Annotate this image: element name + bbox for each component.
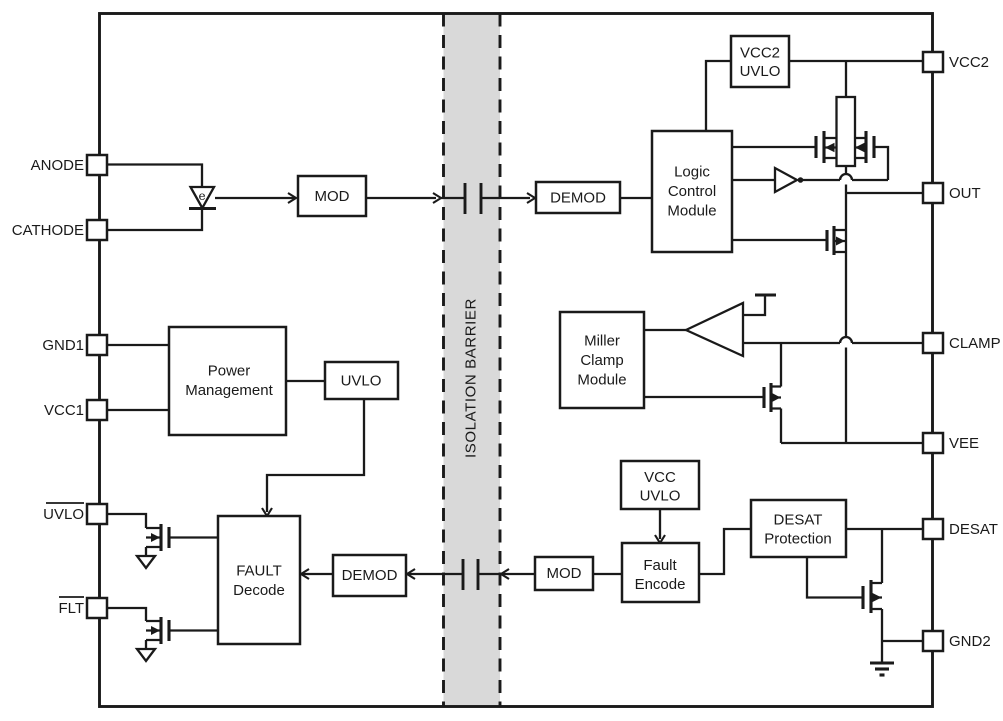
flt-pin-square xyxy=(87,598,107,618)
block-demod-top xyxy=(536,182,620,213)
fault-encode-to-desat-wire xyxy=(699,529,751,574)
demod-bottom-label: DEMOD xyxy=(341,567,398,584)
nmos-desat-discharge xyxy=(807,557,882,641)
desat-nmos-gate-wire xyxy=(807,557,863,598)
uvlo-pin-square xyxy=(87,504,107,524)
flt-pin-wire xyxy=(107,608,146,621)
miller-clamp-line2: Clamp xyxy=(580,352,624,369)
block-mod-top xyxy=(298,176,366,216)
block-mod-bottom xyxy=(535,557,593,590)
nmos-pulldown-body-arrow-icon xyxy=(836,237,845,246)
anode-wire xyxy=(107,165,202,188)
vcc2-pin-square xyxy=(923,52,943,72)
out-pin-square xyxy=(923,183,943,203)
gnd1-pin-square xyxy=(87,335,107,355)
nmos-uvlo-status xyxy=(107,514,218,568)
gate-drive-buffer xyxy=(732,168,803,192)
miller-clamp-line1: Miller xyxy=(584,332,620,350)
clamp-pin-label: CLAMP xyxy=(949,335,1001,352)
pin-out xyxy=(923,183,981,203)
miller-clamp-line3: Module xyxy=(577,371,627,389)
block-vcc2-uvlo xyxy=(731,36,789,87)
vcc1-pin-square xyxy=(87,400,107,420)
pin-desat xyxy=(923,519,998,539)
hop-erase-2 xyxy=(842,338,851,348)
pmos-right-gate-loop-wire xyxy=(874,147,888,180)
logic-control-line1: Logic xyxy=(674,163,710,181)
desat-stage xyxy=(751,500,923,675)
vee-pin-square xyxy=(923,433,943,453)
uvlo-pin-label: UVLO xyxy=(43,506,84,523)
block-fault-encode xyxy=(622,543,699,602)
pmos-left-body-arrow-icon xyxy=(825,143,835,152)
pin-vcc2 xyxy=(923,52,989,72)
nmos-pulldown xyxy=(732,226,846,255)
pin-clamp xyxy=(923,333,1001,353)
comparator-sense-stub-wire xyxy=(743,296,765,315)
gnd2-pin-label: GND2 xyxy=(949,633,991,650)
output-pullup-resistor xyxy=(837,97,856,166)
desat-nmos-body-arrow-icon xyxy=(873,593,882,602)
hop-erase-1 xyxy=(842,175,851,185)
isolation-barrier xyxy=(444,14,501,707)
clamp-pin-wire xyxy=(743,337,923,343)
pmos-pullup-left xyxy=(732,131,837,163)
power-management-stage xyxy=(107,327,398,516)
logic-to-vcc2uvlo-wire xyxy=(706,61,731,131)
vcc-uvlo-line2: UVLO xyxy=(639,487,681,505)
mod-top-label: MOD xyxy=(314,188,350,205)
power-management-line2: Management xyxy=(185,382,273,399)
power-management-box xyxy=(169,327,286,435)
pin-anode xyxy=(31,155,107,175)
block-uvlo xyxy=(325,362,398,399)
gnd1-pin-label: GND1 xyxy=(42,337,84,354)
block-demod-bottom xyxy=(333,555,406,596)
vcc2-uvlo-line1: VCC2 xyxy=(739,44,781,62)
pmos-pullup-right xyxy=(854,131,888,180)
buffer-triangle-icon xyxy=(775,168,797,192)
cathode-pin-square xyxy=(87,220,107,240)
vcc-uvlo-line1: VCC xyxy=(644,469,676,486)
pin-flt-bar xyxy=(58,597,107,618)
uvlo-label: UVLO xyxy=(340,372,382,390)
output-stage xyxy=(732,97,923,443)
anode-pin-square xyxy=(87,155,107,175)
flt-ground-triangle-icon xyxy=(137,649,155,661)
nmos-flt-status xyxy=(107,608,218,661)
pin-gnd2 xyxy=(923,631,991,651)
pin-vee xyxy=(923,433,979,453)
desat-protection-box xyxy=(751,500,846,557)
pin-uvlo-bar xyxy=(43,503,107,524)
cathode-pin-label: CATHODE xyxy=(11,222,84,239)
pin-cathode xyxy=(12,220,107,240)
flt-pin-label: FLT xyxy=(58,600,84,617)
fault-decode-line1: FAULT xyxy=(236,562,282,580)
pin-gnd1 xyxy=(42,335,107,355)
fault-feedback-path xyxy=(301,461,751,602)
block-power-management xyxy=(169,327,286,435)
flt-nmos-body-arrow-icon xyxy=(151,626,160,635)
anode-pin-label: ANODE xyxy=(30,157,84,174)
input-led-stage xyxy=(107,165,296,231)
clamp-comparator-icon xyxy=(686,303,743,356)
gnd2-earth-symbol xyxy=(870,663,894,675)
clamp-pin-square xyxy=(923,333,943,353)
uvlo-ground-triangle-icon xyxy=(137,556,155,568)
fault-decode-stage xyxy=(107,514,300,661)
clamp-nmos-body-arrow-icon xyxy=(772,393,781,402)
logic-control-line3: Module xyxy=(667,202,717,220)
block-vcc-uvlo xyxy=(621,461,699,509)
vcc2-pin-label: VCC2 xyxy=(949,54,990,71)
fault-decode-line2: Decode xyxy=(233,582,285,599)
pmos-right-body-arrow-icon xyxy=(855,143,865,152)
desat-protection-line1: DESAT xyxy=(773,511,823,529)
logic-control-line2: Control xyxy=(667,183,717,200)
out-pin-label: OUT xyxy=(949,185,981,202)
desat-pin-square xyxy=(923,519,943,539)
fault-encode-line2: Encode xyxy=(634,576,686,593)
desat-protection-line2: Protection xyxy=(764,530,832,548)
vcc1-pin-label: VCC1 xyxy=(43,402,84,419)
desat-pin-label: DESAT xyxy=(949,521,998,538)
uvlo-pin-wire xyxy=(107,514,146,528)
vee-pin-label: VEE xyxy=(949,435,980,452)
uvlo-nmos-body-arrow-icon xyxy=(151,533,160,542)
block-logic-control-module xyxy=(652,131,732,252)
fault-decode-box xyxy=(218,516,300,644)
power-management-line1: Power xyxy=(207,362,251,380)
pin-vcc1 xyxy=(44,400,107,420)
buffer-output-dot-icon xyxy=(798,177,804,183)
pins-right xyxy=(923,52,1001,651)
block-desat-protection xyxy=(751,500,846,557)
nmos-miller-clamp xyxy=(644,343,781,443)
demod-top-label: DEMOD xyxy=(550,189,606,207)
mod-bottom-label: MOD xyxy=(546,565,582,582)
isolation-barrier-label: ISOLATION BARRIER xyxy=(462,298,480,458)
block-miller-clamp-module xyxy=(560,312,644,408)
pins-left xyxy=(12,155,107,618)
cathode-wire xyxy=(107,208,202,230)
gnd2-pin-square xyxy=(923,631,943,651)
block-fault-decode xyxy=(218,516,300,644)
fault-encode-line1: Fault xyxy=(643,557,677,574)
miller-clamp-stage xyxy=(560,295,923,443)
vcc2-uvlo-line2: UVLO xyxy=(739,63,781,80)
led-label: e xyxy=(198,189,206,203)
